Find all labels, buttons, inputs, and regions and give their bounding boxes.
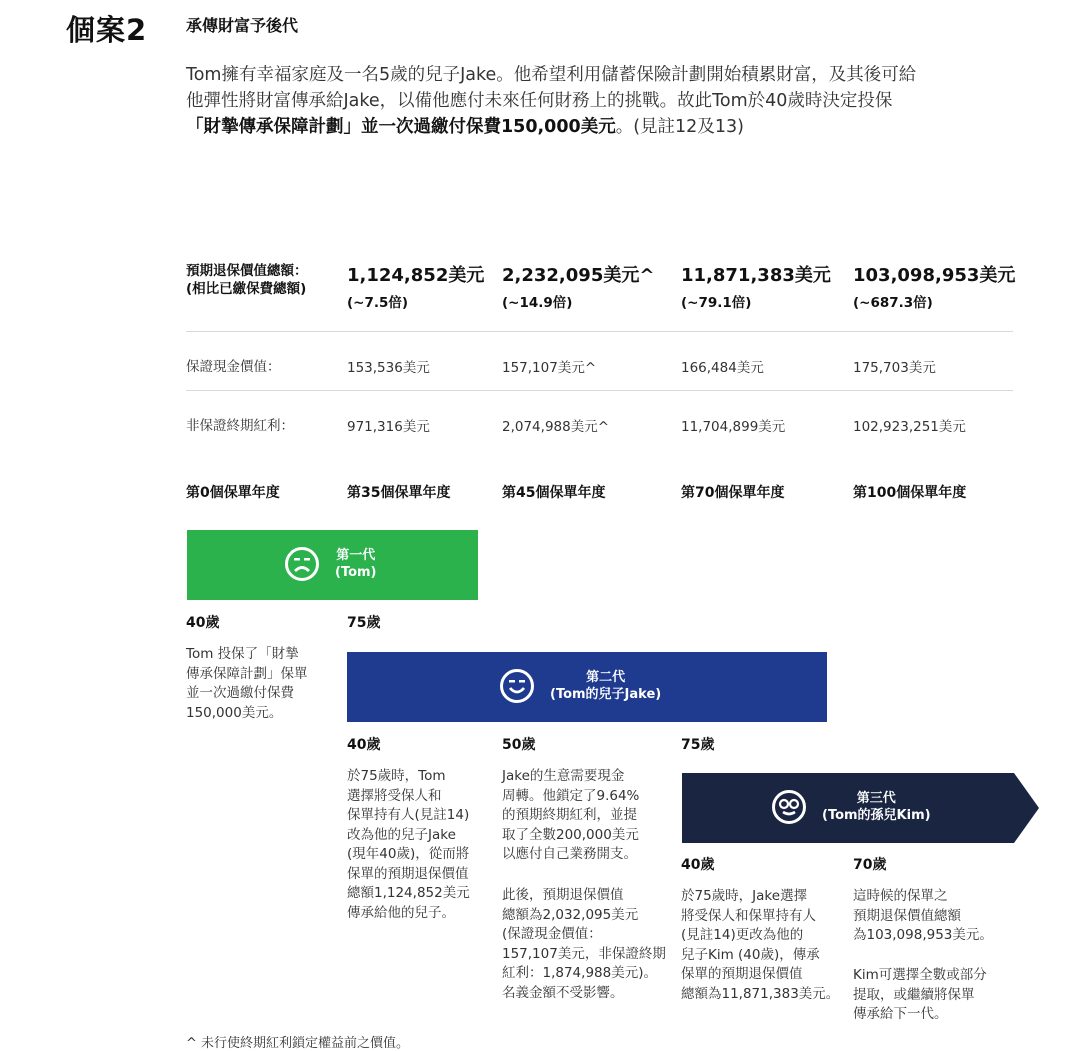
total-value: 1,124,852美元 <box>347 265 485 286</box>
total-multiple: (~687.3倍) <box>853 295 933 311</box>
guaranteed-cash-label: 保證現金價值： <box>186 359 281 375</box>
desc-line: 選擇將受保人和 <box>347 787 442 804</box>
face-with-glasses-icon <box>772 790 806 824</box>
desc-line: 改為他的兒子Jake <box>347 826 456 843</box>
policy-year-label: 第70個保單年度 <box>681 485 785 501</box>
desc-line: 保單的預期退保價值 <box>347 865 469 882</box>
desc-line: 的預期終期紅利，並提 <box>502 807 637 823</box>
desc-line: 為103,098,953美元。 <box>853 927 993 943</box>
generation-3-bar <box>682 773 1040 843</box>
total-value: 103,098,953美元 <box>853 265 1016 286</box>
intro-paragraph <box>186 62 1016 140</box>
desc-line: 將受保人和保單持有人 <box>681 907 816 924</box>
generation-1-title: 第一代 <box>336 548 376 563</box>
guaranteed-value: 166,484美元 <box>681 360 764 376</box>
desc-line: 傳承給下一代。 <box>853 1006 948 1022</box>
terminal-bonus-label: 非保證終期紅利： <box>186 418 294 434</box>
desc-line: 150,000美元。 <box>186 704 283 721</box>
desc-line: 於75歲時，Tom <box>347 768 446 784</box>
gen1-description <box>186 645 308 723</box>
total-surrender-label <box>186 262 308 298</box>
desc-line: 總額為11,871,383美元。 <box>681 985 840 1002</box>
desc-line: 周轉。他鎖定了9.64% <box>502 787 640 804</box>
total-cell <box>347 261 484 311</box>
smiling-face-icon <box>500 669 534 703</box>
desc-line: 以應付自己業務開支。 <box>502 846 637 862</box>
desc-line: 取了全數200,000美元 <box>502 826 639 843</box>
guaranteed-value: 153,536美元 <box>347 360 430 376</box>
generation-3-title: 第三代 <box>856 791 896 806</box>
gen2-withdrawal-description <box>502 767 639 865</box>
desc-line: 保單的預期退保價值 <box>681 966 803 982</box>
intro-line: 他彈性將財富傳承給Jake，以備他應付未來任何財務上的挑戰。故此Tom於40歲時決定投保 <box>186 91 893 111</box>
desc-line: 總額為2,032,095美元 <box>502 906 639 923</box>
gen2-transfer-description <box>347 767 470 923</box>
gen3-transfer-description <box>681 887 839 1004</box>
total-label-line2: (相比已繳保費總額) <box>186 281 307 297</box>
footnote: ^ 未行使終期紅利鎖定權益前之價值。 <box>186 1036 410 1051</box>
generation-2-label <box>550 669 661 703</box>
gen1-age-end: 75歲 <box>347 615 381 631</box>
generation-3-label <box>822 790 931 824</box>
generation-2-title: 第二代 <box>586 670 626 685</box>
gen1-age-start: 40歲 <box>186 615 220 631</box>
total-label-line1: 預期退保價值總額： <box>186 263 308 279</box>
total-cell <box>681 261 831 311</box>
policy-year-label: 第100個保單年度 <box>853 485 967 501</box>
bonus-value: 11,704,899美元 <box>681 419 786 435</box>
total-value: 11,871,383美元 <box>681 265 831 286</box>
total-cell <box>853 261 1015 311</box>
desc-line: 提取，或繼續將保單 <box>853 986 975 1003</box>
row-divider <box>186 390 1013 391</box>
gen2-age-start: 40歲 <box>347 737 381 753</box>
total-multiple: (~79.1倍) <box>681 295 752 311</box>
gen3-age-end: 70歲 <box>853 857 887 873</box>
gen3-age-start: 40歲 <box>681 857 715 873</box>
worried-face-icon <box>285 547 319 581</box>
gen3-value-description <box>853 887 993 946</box>
row-divider <box>186 331 1013 332</box>
gen2-after-withdrawal-description <box>502 886 666 1003</box>
gen2-age-end: 75歲 <box>681 737 715 753</box>
total-multiple: (~14.9倍) <box>502 295 573 311</box>
total-cell <box>502 261 654 311</box>
bonus-value: 2,074,988美元^ <box>502 419 610 435</box>
desc-line: Kim可選擇全數或部分 <box>853 967 987 983</box>
case-subtitle: 承傳財富予後代 <box>186 16 299 35</box>
bonus-value: 971,316美元 <box>347 419 430 435</box>
desc-line: 兒子Kim (40歲)，傳承 <box>681 946 820 963</box>
guaranteed-value: 157,107美元^ <box>502 360 597 376</box>
desc-line: 保單持有人(見註14) <box>347 807 470 823</box>
bonus-value: 102,923,251美元 <box>853 419 966 435</box>
desc-line: 157,107美元，非保證終期 <box>502 945 666 962</box>
generation-2-person: (Tom的兒子Jake) <box>550 687 662 702</box>
desc-line: 預期退保價值總額 <box>853 907 961 924</box>
intro-line <box>186 114 1016 140</box>
policy-year-label: 第45個保單年度 <box>502 485 606 501</box>
intro-line-rest: 。(見註12及13) <box>615 117 744 137</box>
generation-2-bar <box>347 652 827 722</box>
generation-3-content <box>772 790 931 824</box>
desc-line: (現年40歲)，從而將 <box>347 846 470 862</box>
desc-line: 傳承給他的兒子。 <box>347 904 455 921</box>
desc-line: (見註14)更改為他的 <box>681 927 804 943</box>
generation-2-content <box>500 669 661 703</box>
desc-line: Jake的生意需要現金 <box>502 768 625 784</box>
case-title: 個案2 <box>66 13 148 47</box>
generation-1-label <box>335 547 377 581</box>
gen2-age-mid: 50歲 <box>502 737 536 753</box>
generation-3-person: (Tom的孫兒Kim) <box>822 808 931 823</box>
total-multiple: (~7.5倍) <box>347 295 409 311</box>
desc-line: 傳承保障計劃」保單 <box>186 665 308 682</box>
policy-year-label: 第0個保單年度 <box>186 485 280 501</box>
desc-line: 這時候的保單之 <box>853 888 948 904</box>
policy-year-label: 第35個保單年度 <box>347 485 451 501</box>
desc-line: 紅利：1,874,988美元)。 <box>502 965 657 981</box>
desc-line: 於75歲時，Jake選擇 <box>681 888 808 904</box>
desc-line: (保證現金價值： <box>502 926 602 942</box>
generation-1-content <box>285 547 377 581</box>
guaranteed-value: 175,703美元 <box>853 360 936 376</box>
plan-name-highlight: 「財摯傳承保障計劃」並一次過繳付保費150,000美元 <box>186 117 616 137</box>
desc-line: 並一次過繳付保費 <box>186 685 294 701</box>
total-value: 2,232,095美元^ <box>502 265 655 286</box>
generation-1-bar <box>187 530 478 600</box>
gen3-options-description <box>853 966 987 1025</box>
desc-line: 名義金額不受影響。 <box>502 984 624 1001</box>
generation-1-person: (Tom) <box>335 565 377 580</box>
desc-line: Tom 投保了「財摯 <box>186 646 299 662</box>
desc-line: 此後，預期退保價值 <box>502 887 624 903</box>
desc-line: 總額1,124,852美元 <box>347 885 470 901</box>
intro-line: Tom擁有幸福家庭及一名5歲的兒子Jake。他希望利用儲蓄保險計劃開始積累財富，及其後可給 <box>186 65 917 85</box>
